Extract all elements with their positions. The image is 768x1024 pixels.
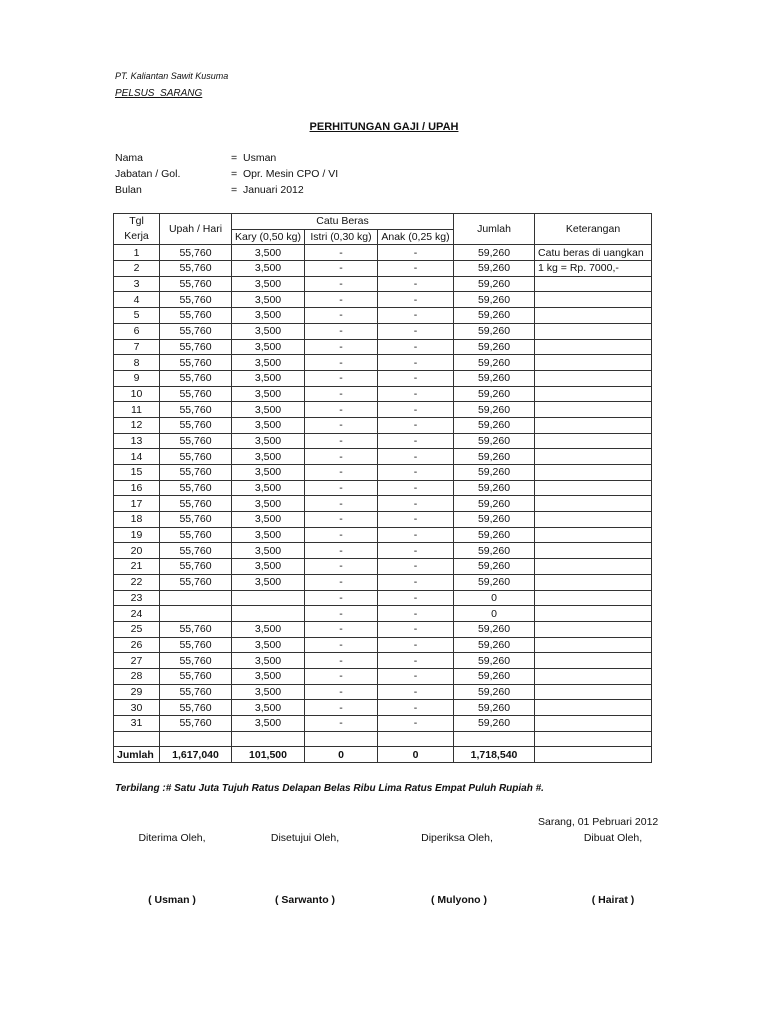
company-name: PT. Kaliantan Sawit Kusuma: [115, 71, 229, 81]
cell-istri: -: [305, 559, 378, 575]
cell-anak: -: [378, 292, 454, 308]
cell-jumlah: 59,260: [454, 417, 535, 433]
table-row: [114, 700, 652, 716]
cell-kary: 3,500: [232, 700, 305, 716]
table-row: [114, 261, 652, 277]
table-row: [114, 543, 652, 559]
place-date: Sarang, 01 Pebruari 2012: [538, 816, 659, 828]
table-row: [114, 512, 652, 528]
cell-day: 5: [114, 308, 160, 324]
cell-istri: -: [305, 292, 378, 308]
total-label: Jumlah: [114, 747, 160, 763]
cell-day: 20: [114, 543, 160, 559]
cell-istri: -: [305, 590, 378, 606]
cell-day: 3: [114, 276, 160, 292]
cell-anak: -: [378, 323, 454, 339]
cell-day: 18: [114, 512, 160, 528]
cell-jumlah: 0: [454, 606, 535, 622]
cell-upah: 55,760: [160, 559, 232, 575]
cell-keterangan: [535, 308, 652, 324]
cell-kary: 3,500: [232, 668, 305, 684]
signature-name-checker: ( Mulyono ): [431, 894, 487, 906]
cell-keterangan: [535, 527, 652, 543]
cell-kary: 3,500: [232, 684, 305, 700]
signature-role-maker: Dibuat Oleh,: [583, 832, 643, 844]
info-value: Usman: [243, 152, 277, 164]
cell-istri: -: [305, 465, 378, 481]
cell-jumlah: 59,260: [454, 480, 535, 496]
cell-anak: -: [378, 417, 454, 433]
cell-anak: -: [378, 637, 454, 653]
cell-upah: 55,760: [160, 480, 232, 496]
table-row: [114, 716, 652, 732]
cell-jumlah: 59,260: [454, 339, 535, 355]
cell-upah: 55,760: [160, 574, 232, 590]
cell-anak: -: [378, 245, 454, 261]
cell-anak: -: [378, 700, 454, 716]
cell-kary: 3,500: [232, 308, 305, 324]
table-row: [114, 339, 652, 355]
cell-keterangan: [535, 370, 652, 386]
cell-keterangan: [535, 402, 652, 418]
cell-jumlah: 59,260: [454, 543, 535, 559]
cell-keterangan: [535, 276, 652, 292]
cell-upah: 55,760: [160, 261, 232, 277]
table-row: [114, 496, 652, 512]
cell-kary: 3,500: [232, 449, 305, 465]
cell-kary: 3,500: [232, 339, 305, 355]
cell-jumlah: 59,260: [454, 653, 535, 669]
cell-day: 23: [114, 590, 160, 606]
table-row: [114, 355, 652, 371]
cell-day: 10: [114, 386, 160, 402]
table-row: [114, 386, 652, 402]
cell-jumlah: 59,260: [454, 512, 535, 528]
info-label: Jabatan / Gol.: [115, 168, 181, 180]
info-separator: =: [231, 168, 238, 180]
cell-keterangan: [535, 496, 652, 512]
cell-kary: [232, 606, 305, 622]
total-cell-keterangan: [535, 747, 652, 763]
cell-jumlah: 59,260: [454, 621, 535, 637]
cell-keterangan: [535, 465, 652, 481]
table-row: [114, 323, 652, 339]
cell-keterangan: [535, 355, 652, 371]
cell-anak: -: [378, 574, 454, 590]
cell-day: 16: [114, 480, 160, 496]
cell-upah: 55,760: [160, 668, 232, 684]
info-row: [115, 182, 338, 198]
cell-upah: 55,760: [160, 339, 232, 355]
cell-kary: 3,500: [232, 386, 305, 402]
cell-anak: -: [378, 512, 454, 528]
info-value: Januari 2012: [243, 184, 304, 196]
cell-anak: -: [378, 543, 454, 559]
cell-day: 19: [114, 527, 160, 543]
cell-day: 7: [114, 339, 160, 355]
signature-name-approver: ( Sarwanto ): [274, 894, 336, 906]
cell-anak: -: [378, 433, 454, 449]
cell-jumlah: 59,260: [454, 370, 535, 386]
cell-kary: 3,500: [232, 496, 305, 512]
cell-istri: -: [305, 417, 378, 433]
cell-day: 14: [114, 449, 160, 465]
cell-day: 1: [114, 245, 160, 261]
cell-anak: -: [378, 355, 454, 371]
cell-istri: -: [305, 480, 378, 496]
cell-kary: 3,500: [232, 480, 305, 496]
cell-upah: 55,760: [160, 621, 232, 637]
cell-day: 13: [114, 433, 160, 449]
cell-keterangan: [535, 323, 652, 339]
cell-istri: -: [305, 637, 378, 653]
cell-jumlah: 59,260: [454, 245, 535, 261]
table-row: [114, 668, 652, 684]
header-istri: Istri (0,30 kg): [305, 229, 378, 245]
cell-keterangan: Catu beras di uangkan: [535, 245, 652, 261]
cell-anak: -: [378, 449, 454, 465]
cell-anak: -: [378, 496, 454, 512]
table-row: [114, 637, 652, 653]
cell-istri: -: [305, 496, 378, 512]
cell-jumlah: 59,260: [454, 527, 535, 543]
total-cell-jumlah: 1,718,540: [454, 747, 535, 763]
table-row: [114, 574, 652, 590]
cell-day: 27: [114, 653, 160, 669]
cell-istri: -: [305, 402, 378, 418]
cell-day: 31: [114, 716, 160, 732]
cell-istri: -: [305, 543, 378, 559]
cell-keterangan: [535, 339, 652, 355]
signature-role-approver: Disetujui Oleh,: [270, 832, 340, 844]
cell-day: 29: [114, 684, 160, 700]
cell-day: 30: [114, 700, 160, 716]
cell-anak: -: [378, 402, 454, 418]
cell-istri: -: [305, 433, 378, 449]
table-row: [114, 292, 652, 308]
total-cell-istri: 0: [305, 747, 378, 763]
payroll-table: [113, 213, 652, 763]
cell-day: 4: [114, 292, 160, 308]
cell-kary: 3,500: [232, 465, 305, 481]
total-row: [114, 747, 652, 763]
cell-day: 21: [114, 559, 160, 575]
header-tgl-kerja: Tgl Kerja: [114, 214, 160, 245]
cell-day: 24: [114, 606, 160, 622]
table-row: [114, 308, 652, 324]
cell-upah: 55,760: [160, 512, 232, 528]
cell-anak: -: [378, 590, 454, 606]
cell-kary: 3,500: [232, 716, 305, 732]
header-jumlah: Jumlah: [454, 214, 535, 245]
cell-anak: -: [378, 261, 454, 277]
cell-jumlah: 59,260: [454, 449, 535, 465]
cell-upah: 55,760: [160, 433, 232, 449]
cell-keterangan: [535, 653, 652, 669]
table-row: [114, 276, 652, 292]
signature-name-receiver: ( Usman ): [148, 894, 196, 906]
cell-jumlah: 59,260: [454, 668, 535, 684]
cell-keterangan: [535, 512, 652, 528]
table-row: [114, 370, 652, 386]
cell-upah: 55,760: [160, 370, 232, 386]
cell-istri: -: [305, 668, 378, 684]
cell-istri: -: [305, 261, 378, 277]
cell-day: 8: [114, 355, 160, 371]
cell-anak: -: [378, 386, 454, 402]
info-value: Opr. Mesin CPO / VI: [243, 168, 339, 180]
table-row: [114, 465, 652, 481]
cell-kary: 3,500: [232, 653, 305, 669]
cell-keterangan: [535, 417, 652, 433]
cell-keterangan: [535, 559, 652, 575]
total-cell-kary: 101,500: [232, 747, 305, 763]
cell-jumlah: 59,260: [454, 559, 535, 575]
cell-jumlah: 59,260: [454, 292, 535, 308]
cell-anak: -: [378, 339, 454, 355]
header-keterangan: Keterangan: [535, 214, 652, 245]
cell-upah: 55,760: [160, 653, 232, 669]
table-row: [114, 527, 652, 543]
cell-anak: -: [378, 684, 454, 700]
signature-role-checker: Diperiksa Oleh,: [421, 832, 493, 844]
table-row: [114, 417, 652, 433]
table-row: [114, 653, 652, 669]
cell-istri: -: [305, 653, 378, 669]
cell-istri: -: [305, 339, 378, 355]
signature-role-receiver: Diterima Oleh,: [138, 832, 206, 844]
cell-jumlah: 59,260: [454, 276, 535, 292]
table-row: [114, 480, 652, 496]
cell-keterangan: [535, 480, 652, 496]
cell-upah: 55,760: [160, 355, 232, 371]
cell-jumlah: 59,260: [454, 433, 535, 449]
cell-jumlah: 59,260: [454, 261, 535, 277]
info-row: [115, 166, 338, 182]
cell-anak: -: [378, 370, 454, 386]
cell-jumlah: 59,260: [454, 355, 535, 371]
cell-keterangan: [535, 386, 652, 402]
cell-kary: 3,500: [232, 323, 305, 339]
cell-kary: 3,500: [232, 527, 305, 543]
cell-anak: -: [378, 276, 454, 292]
cell-keterangan: [535, 668, 652, 684]
cell-kary: 3,500: [232, 543, 305, 559]
cell-day: 12: [114, 417, 160, 433]
total-cell-anak: 0: [378, 747, 454, 763]
cell-kary: 3,500: [232, 245, 305, 261]
cell-istri: -: [305, 323, 378, 339]
info-label: Bulan: [115, 184, 142, 196]
cell-jumlah: 59,260: [454, 684, 535, 700]
cell-kary: 3,500: [232, 559, 305, 575]
employee-info: [115, 150, 338, 198]
cell-kary: 3,500: [232, 370, 305, 386]
cell-istri: -: [305, 370, 378, 386]
cell-istri: -: [305, 621, 378, 637]
header-upah-hari: Upah / Hari: [160, 214, 232, 245]
cell-istri: -: [305, 245, 378, 261]
cell-upah: [160, 606, 232, 622]
cell-keterangan: [535, 574, 652, 590]
cell-istri: -: [305, 355, 378, 371]
cell-upah: 55,760: [160, 543, 232, 559]
table-row: [114, 590, 652, 606]
cell-istri: -: [305, 700, 378, 716]
cell-upah: 55,760: [160, 386, 232, 402]
cell-istri: -: [305, 527, 378, 543]
cell-upah: 55,760: [160, 700, 232, 716]
cell-anak: -: [378, 716, 454, 732]
total-cell-upah: 1,617,040: [160, 747, 232, 763]
info-separator: =: [231, 184, 238, 196]
cell-upah: 55,760: [160, 465, 232, 481]
cell-jumlah: 59,260: [454, 496, 535, 512]
cell-anak: -: [378, 606, 454, 622]
cell-anak: -: [378, 559, 454, 575]
cell-day: 25: [114, 621, 160, 637]
cell-anak: -: [378, 653, 454, 669]
cell-day: 9: [114, 370, 160, 386]
cell-anak: -: [378, 465, 454, 481]
cell-keterangan: [535, 637, 652, 653]
cell-kary: [232, 590, 305, 606]
cell-keterangan: [535, 292, 652, 308]
cell-jumlah: 59,260: [454, 574, 535, 590]
cell-day: 6: [114, 323, 160, 339]
header-kary: Kary (0,50 kg): [232, 229, 305, 245]
cell-day: 28: [114, 668, 160, 684]
table-row: [114, 245, 652, 261]
table-row: [114, 449, 652, 465]
cell-keterangan: [535, 543, 652, 559]
cell-day: 2: [114, 261, 160, 277]
info-label: Nama: [115, 152, 144, 164]
header-catu-beras: Catu Beras: [232, 214, 454, 230]
cell-keterangan: [535, 590, 652, 606]
cell-istri: -: [305, 449, 378, 465]
cell-day: 15: [114, 465, 160, 481]
cell-istri: -: [305, 386, 378, 402]
cell-upah: 55,760: [160, 417, 232, 433]
cell-anak: -: [378, 527, 454, 543]
cell-upah: 55,760: [160, 684, 232, 700]
cell-kary: 3,500: [232, 433, 305, 449]
cell-day: 17: [114, 496, 160, 512]
cell-upah: 55,760: [160, 527, 232, 543]
cell-upah: [160, 590, 232, 606]
cell-kary: 3,500: [232, 637, 305, 653]
cell-anak: -: [378, 308, 454, 324]
cell-jumlah: 59,260: [454, 700, 535, 716]
cell-istri: -: [305, 606, 378, 622]
cell-istri: -: [305, 574, 378, 590]
cell-upah: 55,760: [160, 245, 232, 261]
cell-jumlah: 59,260: [454, 308, 535, 324]
cell-anak: -: [378, 668, 454, 684]
cell-istri: -: [305, 716, 378, 732]
cell-keterangan: [535, 433, 652, 449]
department-name: PELSUS_SARANG: [115, 88, 203, 99]
cell-keterangan: [535, 449, 652, 465]
cell-jumlah: 59,260: [454, 465, 535, 481]
cell-keterangan: [535, 700, 652, 716]
cell-anak: -: [378, 621, 454, 637]
cell-upah: 55,760: [160, 716, 232, 732]
cell-upah: 55,760: [160, 402, 232, 418]
cell-upah: 55,760: [160, 292, 232, 308]
cell-keterangan: 1 kg = Rp. 7000,-: [535, 261, 652, 277]
amount-in-words: Terbilang :# Satu Juta Tujuh Ratus Delapan Belas Ribu Lima Ratus Empat Puluh Rupiah #.: [115, 783, 544, 794]
cell-anak: -: [378, 480, 454, 496]
cell-istri: -: [305, 276, 378, 292]
info-separator: =: [231, 152, 238, 164]
cell-istri: -: [305, 512, 378, 528]
cell-kary: 3,500: [232, 261, 305, 277]
table-row: [114, 402, 652, 418]
cell-day: 26: [114, 637, 160, 653]
cell-jumlah: 59,260: [454, 637, 535, 653]
cell-upah: 55,760: [160, 308, 232, 324]
cell-jumlah: 0: [454, 590, 535, 606]
page-title: PERHITUNGAN GAJI / UPAH: [309, 121, 459, 133]
cell-keterangan: [535, 606, 652, 622]
table-row: [114, 621, 652, 637]
cell-day: 11: [114, 402, 160, 418]
cell-kary: 3,500: [232, 355, 305, 371]
cell-jumlah: 59,260: [454, 323, 535, 339]
cell-kary: 3,500: [232, 512, 305, 528]
cell-kary: 3,500: [232, 276, 305, 292]
cell-upah: 55,760: [160, 637, 232, 653]
cell-kary: 3,500: [232, 417, 305, 433]
table-row: [114, 606, 652, 622]
signature-name-maker: ( Hairat ): [591, 894, 635, 906]
cell-keterangan: [535, 716, 652, 732]
table-row: [114, 684, 652, 700]
cell-kary: 3,500: [232, 402, 305, 418]
cell-keterangan: [535, 684, 652, 700]
cell-kary: 3,500: [232, 574, 305, 590]
table-row: [114, 433, 652, 449]
cell-kary: 3,500: [232, 621, 305, 637]
cell-upah: 55,760: [160, 276, 232, 292]
cell-upah: 55,760: [160, 449, 232, 465]
cell-jumlah: 59,260: [454, 386, 535, 402]
cell-day: 22: [114, 574, 160, 590]
cell-keterangan: [535, 621, 652, 637]
cell-kary: 3,500: [232, 292, 305, 308]
table-row: [114, 559, 652, 575]
cell-jumlah: 59,260: [454, 402, 535, 418]
cell-istri: -: [305, 684, 378, 700]
cell-istri: -: [305, 308, 378, 324]
info-row: [115, 150, 338, 166]
table-row-blank: [114, 731, 652, 747]
header-anak: Anak (0,25 kg): [378, 229, 454, 245]
cell-upah: 55,760: [160, 323, 232, 339]
cell-jumlah: 59,260: [454, 716, 535, 732]
cell-upah: 55,760: [160, 496, 232, 512]
